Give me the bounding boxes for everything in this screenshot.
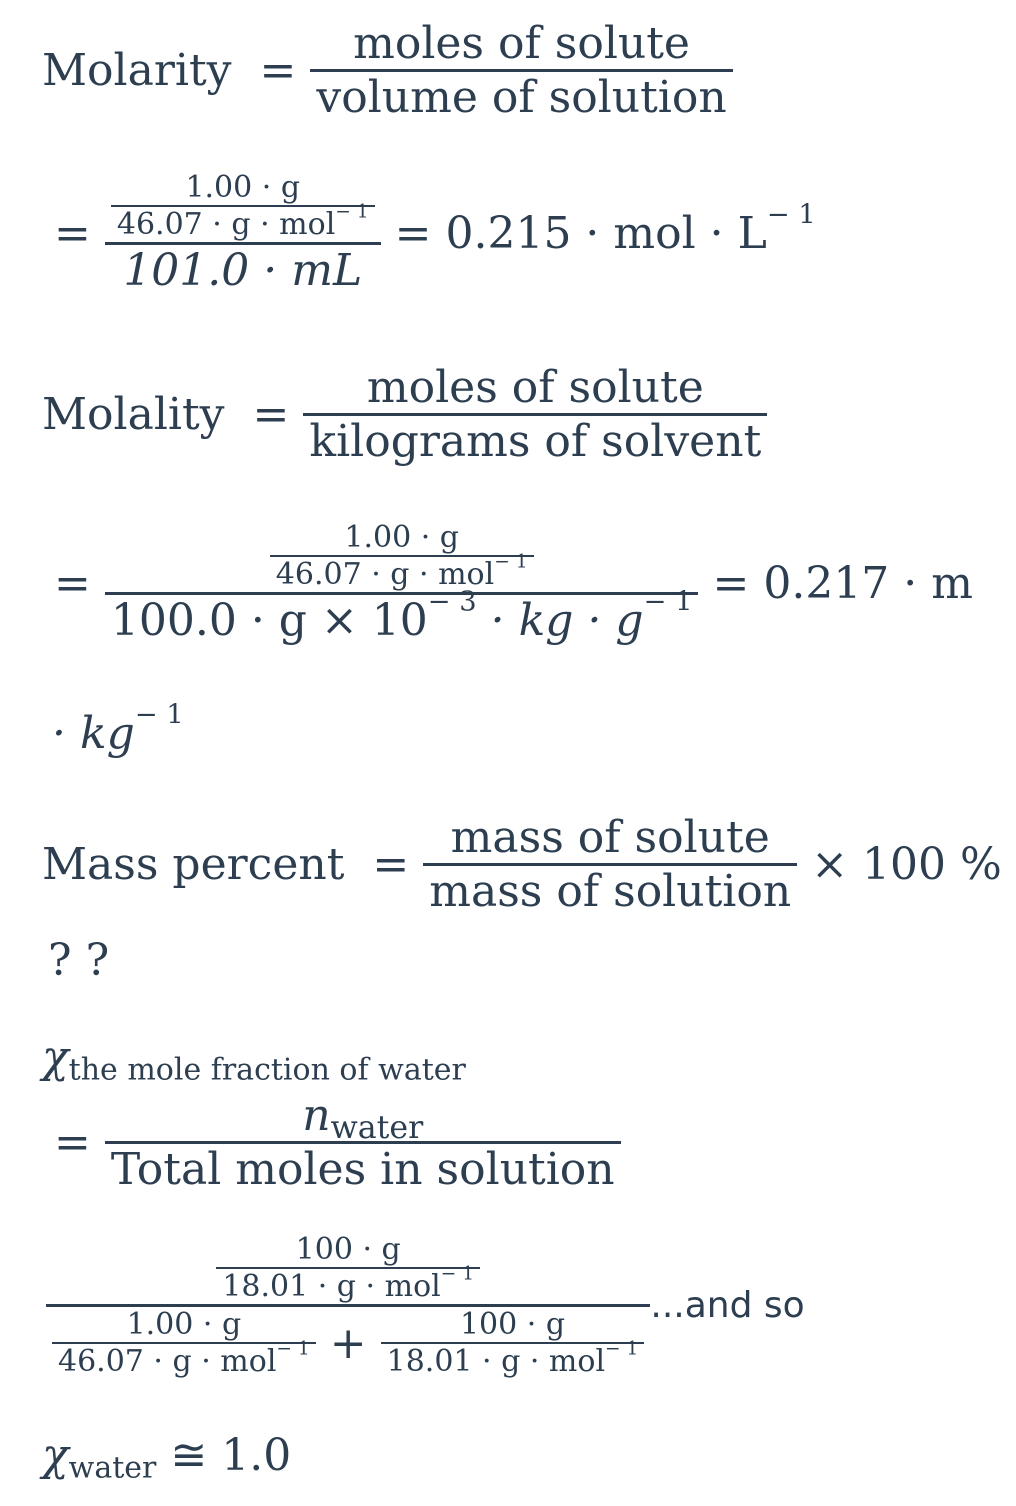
mole-fraction-calc-fraction: $\frac{100 \cdot g}{18.01 \cdot g \cdot mol^{- 1}}$ $\frac{1.00 \cdot g}{46.07 \cdot g \cdot mol^{- 1}}$ + $\frac{100 \cdot g}{18.01 \cdot g \cdot mol^{- 1}}$ bbox=[46, 1232, 650, 1379]
molality-label: Molality bbox=[42, 389, 225, 440]
mass-percent-definition: Mass percent = $\frac{\text{mass of solute}}{\text{mass of solution}}$ × 100 % bbox=[42, 812, 1002, 917]
molality-calculation: = $\frac{\frac{1.00 \cdot g}{46.07 \cdot g \cdot mol^{- 1}}}{100.0 \cdot g \times 10^{- 3} \cdot kg \cdot g^{- 1}}$ = 0.217 · m bbox=[42, 520, 987, 646]
molarity-fraction bbox=[310, 18, 732, 123]
unknown-marks: ? ? bbox=[48, 935, 110, 986]
molality-result: = 0.217 · m bbox=[712, 557, 973, 609]
final-result: $\chi_{water}$ ≅ 1.0 bbox=[42, 1430, 292, 1486]
equals-sign: = bbox=[54, 207, 91, 259]
molarity-label: Molarity bbox=[42, 45, 232, 96]
mole-fraction-definition: = $\frac{n_{water}}{\text{Total moles in solution}}$ bbox=[42, 1090, 621, 1195]
molarity-calculation bbox=[42, 170, 830, 296]
molarity-denominator: volume of solution bbox=[316, 72, 727, 123]
mass-percent-fraction: $\frac{\text{mass of solute}}{\text{mass of solution}}$ bbox=[423, 812, 797, 917]
molarity-numerator: moles of solute bbox=[353, 18, 690, 69]
molarity-inner-fraction: $\frac{1.00 \cdot g}{46.07 \cdot g \cdot mol^{- 1}}$ bbox=[111, 170, 375, 242]
mole-fraction-symbol: $\chi_{the mole fraction of water}$ bbox=[42, 1032, 466, 1088]
molarity-calc-fraction bbox=[105, 170, 381, 296]
molality-fraction: $\frac{\text{moles of solute}}{\text{kilograms of solvent}}$ bbox=[303, 362, 767, 467]
molarity-result: = 0.215 · mol · $L^{- 1}$ bbox=[394, 198, 816, 259]
mole-fraction-calculation bbox=[46, 1232, 805, 1379]
molality-result-continued: · $kg^{- 1}$ bbox=[52, 699, 184, 759]
molarity-calc-denominator: 101.0 · mL bbox=[123, 245, 363, 296]
and-so-text: ...and so bbox=[650, 1285, 805, 1326]
mass-percent-label: Mass percent bbox=[42, 839, 345, 890]
molality-definition: Molality = $\frac{\text{moles of solute}}{\text{kilograms of solvent}}$ bbox=[42, 362, 767, 467]
equals-sign: = bbox=[259, 45, 297, 96]
molality-calc-fraction: $\frac{\frac{1.00 \cdot g}{46.07 \cdot g \cdot mol^{- 1}}}{100.0 \cdot g \times 10^{- 3} \cdot kg \cdot g^{- 1}}$ bbox=[105, 520, 699, 646]
molarity-definition bbox=[42, 18, 733, 123]
